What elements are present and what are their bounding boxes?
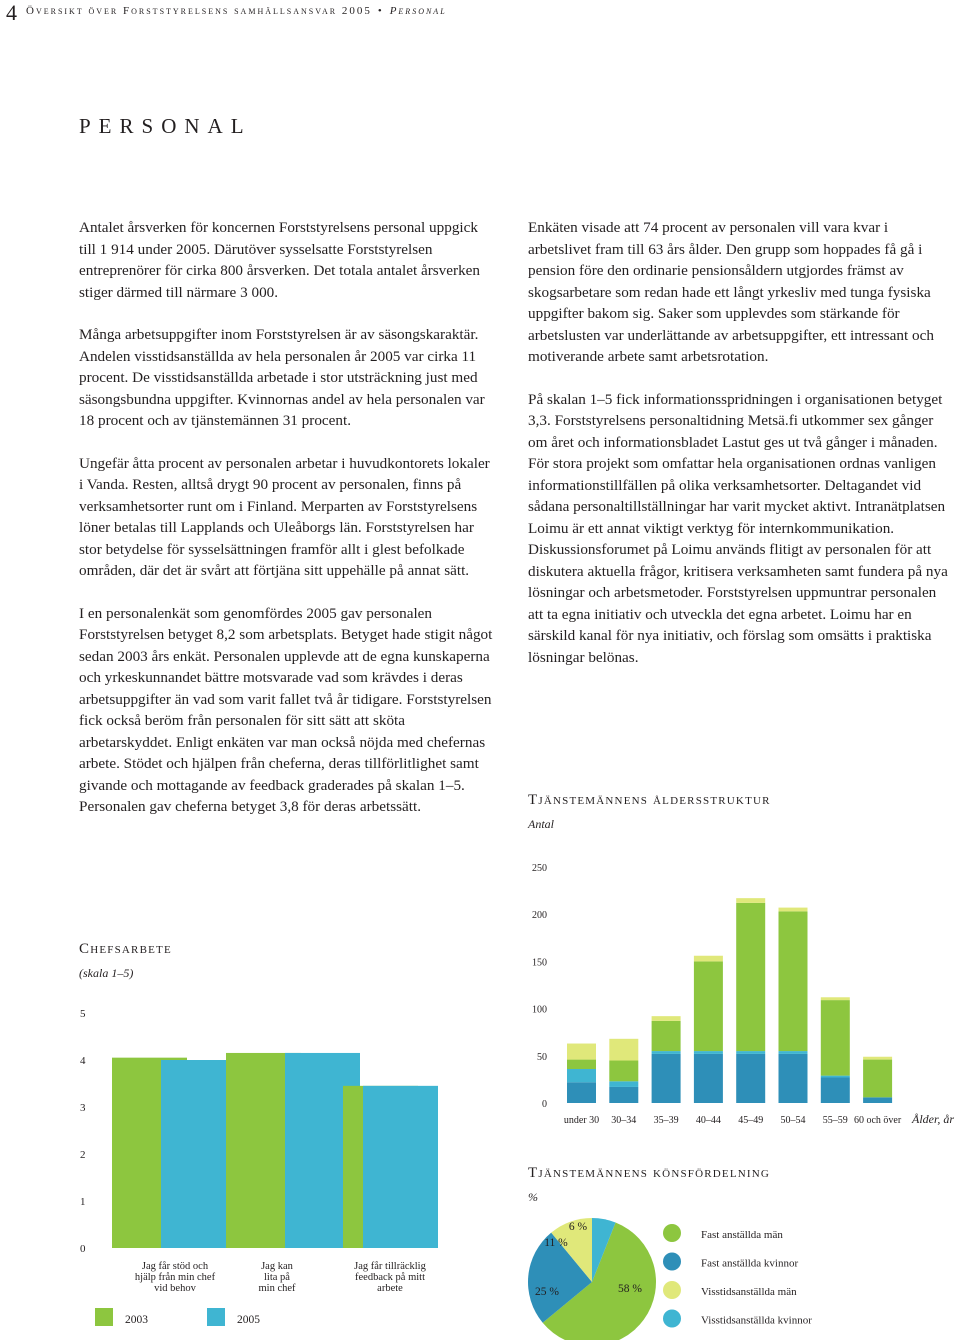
bar-segment-Visstidsanställda män [694,956,723,962]
konsfordelning-chart [520,1210,950,1340]
bar-segment-Visstidsanställda män [652,1016,681,1021]
paragraph: Ungefär åtta procent av personalen arbetar i huvudkontorets lokaler i Vanda. Resten, alltså drygt 90 procent av personalen, finns på verksamhetsorter runt om i Finland. Merparten av Forststyrelsens löner betalas till Lapplands och Uleåborgs län. Forststyrelsen har stor betydelse för sysselsättningen framför allt i glest befolkade områden, där det är svårt att förtjäna sitt uppehälle på annat sätt. [79,454,490,579]
y-tick-label: 200 [532,910,547,922]
bar-segment-Fast anställda män [567,1060,596,1069]
bar-segment-Visstidsanställda män [779,908,808,912]
x-tick-label: 45–49 [738,1115,764,1126]
bar-segment-Fast anställda män [821,1000,850,1076]
bar-segment-Fast anställda kvinnor [779,1054,808,1103]
bar-segment-Fast anställda män [736,903,765,1051]
y-tick-label: 3 [80,1102,86,1114]
x-category-label: Jag får stöd och hjälp från min chef vid behov [134,1261,216,1294]
paragraph: Många arbetsuppgifter inom Forststyrelsen är av säsongskaraktär. Andelen visstidsanställda av hela personalen år 2005 var cirka 11 procent. De visstidsanställda arbetade i stor utsträckning just med säsongsbundna uppgifter. Kvinnornas andel av hela personalen var 18 procent och av tjänstemännen 31 procent. [79,326,485,429]
chart-subtitle-konsfordelning: % [528,1190,538,1204]
bar-segment-Visstidsanställda kvinnor [567,1069,596,1082]
x-tick-label: under 30 [563,1115,600,1126]
x-category-label: Jag kan lita på min chef [258,1261,296,1294]
bar-segment-Fast anställda kvinnor [609,1087,638,1103]
x-tick-label: 60 och över [853,1115,902,1126]
chart-title-konsfordelning: Tjänstemännens könsfördelning [528,1165,771,1181]
bar-segment-Fast anställda män [863,1060,892,1098]
legend-swatch-Fast anställda män [663,1224,681,1242]
bar-segment-Fast anställda kvinnor [694,1054,723,1103]
bar-segment-Visstidsanställda män [567,1044,596,1060]
bar-segment-Visstidsanställda kvinnor [779,1051,808,1054]
x-category-label: Jag får tillräcklig feedback på mitt arbete [354,1261,426,1294]
y-tick-label: 250 [532,863,547,874]
legend-swatch-Visstidsanställda män [663,1281,681,1299]
bar-segment-Fast anställda kvinnor [736,1054,765,1103]
x-tick-label: 35–39 [653,1115,679,1126]
running-title: Översikt över Forststyrelsens samhällsansvar 2005 [26,5,372,17]
bar-segment-Visstidsanställda kvinnor [609,1081,638,1087]
bar-segment-Fast anställda kvinnor [567,1082,596,1103]
legend-label: Visstidsanställda män [701,1286,797,1298]
y-tick-label: 150 [532,957,547,969]
bar-segment-Fast anställda kvinnor [821,1078,850,1103]
y-tick-label: 1 [80,1196,86,1208]
bar-segment-Fast anställda män [652,1021,681,1051]
bar-segment-Fast anställda kvinnor [863,1097,892,1103]
legend-swatch-2005 [207,1308,225,1326]
y-tick-label: 100 [532,1004,547,1016]
running-header [26,5,447,17]
bar-segment-Visstidsanställda män [821,997,850,1000]
legend-label: Fast anställda män [701,1229,783,1241]
bar-segment-Visstidsanställda män [736,898,765,903]
chart-title-aldersstruktur: Tjänstemännens åldersstruktur [528,792,771,808]
paragraph: På skalan 1–5 fick informationsspridningen i organisationen betyget 3,3. Forststyrelsens personaltidning Metsä.fi utkommer sex gånger om året och informationsbladet Lastut ges ut två gånger i månaden. För stora projekt som omfattar hela organisationen ordnas vanligen informationstillfällen på olika verksamhetsorter. Deltagandet vid sådana personaltillställningar har varit mycket aktivt. Intranätplatsen Loimu är ett annat viktigt verktyg för internkommunikation. Diskussionsforumet på Loimu används flitigt av personalen för att diskutera aktuella frågor, kritisera verksamheten samt fundera på nya lösningar och arbetsmetoder. Forststyrelsen uppmuntrar personalen att ta egna initiativ och utveckla det egna arbetet. Loimu har en särskild kanal för nya initiativ, och förslag som omsätts i praktiska lösningar belönas. [528,390,948,666]
page-number: 4 [6,0,17,25]
y-tick-label: 4 [80,1055,86,1067]
legend-swatch-Fast anställda kvinnor [663,1253,681,1271]
y-tick-label: 0 [80,1243,86,1255]
y-tick-label: 50 [537,1051,547,1063]
paragraph: Enkäten visade att 74 procent av personalen vill vara kvar i arbetslivet fram till 63 års ålder. Den grupp som hoppades få gå i pension före den ordinarie pensionsåldern utgjordes främst av skogsarbetare som redan hade ett långt yrkesliv med tunga fysiska uppgifter bakom sig. Saker som upplevdes som stärkande för arbetslusten var underlättande av arbetsuppgifter, ett intressant och motiverande arbete samt arbetsrotation. [528,219,934,365]
x-tick-label: 40–44 [695,1115,721,1126]
header-section: Personal [389,5,447,17]
bar-segment-Visstidsanställda kvinnor [821,1076,850,1078]
bar-segment-Fast anställda män [779,911,808,1051]
y-tick-label: 5 [80,1008,86,1020]
legend-label: Fast anställda kvinnor [701,1257,799,1270]
chart-subtitle-chefsarbete: (skala 1–5) [79,966,134,980]
left-text-column [79,217,494,839]
right-text-column [528,217,948,689]
pie-data-label: 58 % [618,1283,642,1295]
bar-segment-Fast anställda män [694,961,723,1051]
y-tick-label: 0 [542,1099,547,1110]
bar-segment-Visstidsanställda kvinnor [652,1051,681,1054]
header-separator: • [377,5,384,17]
pie-data-label: 11 % [544,1237,568,1249]
pie-data-label: 25 % [535,1286,559,1298]
paragraph: I en personalenkät som genomfördes 2005 gav personalen Forststyrelsen betyget 8,2 som arbetsplats. Betyget hade stigit något sedan 2003 års enkät. Personalen upplevde att de egna kunskaperna och yrkeskunnandet bättre motsvarade vad som krävdes i deras arbetsuppgifter än vad som varit fallet två år tidigare. Forststyrelsen fick också beröm från personalen för sitt sätt att sköta arbetarskyddet. Enligt enkäten var man också nöjda med chefernas arbete. Stödet och hjälpen från cheferna, deras tillförlitlighet samt givande och mottagande av feedback graderades på skalan 1–5. Personalen gav cheferna betyget 3,8 för deras arbetssätt. [79,604,493,815]
bar-2005 [161,1060,236,1248]
bar-segment-Visstidsanställda kvinnor [736,1051,765,1054]
bar-segment-Visstidsanställda kvinnor [694,1051,723,1054]
bar-segment-Fast anställda män [609,1061,638,1082]
y-tick-label: 2 [80,1149,86,1161]
chart-subtitle-aldersstruktur: Antal [528,817,554,831]
x-tick-label: 30–34 [611,1115,637,1126]
pie-data-label: 6 % [568,1221,588,1233]
bar-segment-Visstidsanställda män [609,1039,638,1061]
legend-swatch-2003 [95,1308,113,1326]
aldersstruktur-chart [520,850,960,1135]
legend-label: Visstidsanställda kvinnor [701,1314,812,1327]
x-axis-label: Ålder, år [912,1112,954,1126]
bar-segment-Visstidsanställda män [863,1057,892,1060]
paragraph: Antalet årsverken för koncernen Forststyrelsens personal uppgick till 1 914 under 2005. Därutöver sysselsatte Forststyrelsen entreprenörer för cirka 800 årsverken. Det totala antalet årsverken stiger därmed till närmare 3 000. [79,219,481,301]
legend-label: 2003 [125,1314,148,1326]
chefsarbete-chart [60,995,480,1335]
legend-label: 2005 [237,1314,260,1326]
legend-swatch-Visstidsanställda kvinnor [663,1310,681,1328]
x-tick-label: 50–54 [780,1115,806,1126]
x-tick-label: 55–59 [822,1115,848,1126]
section-title: PERSONAL [79,114,252,138]
chart-title-chefsarbete: Chefsarbete [79,941,172,957]
bar-segment-Fast anställda kvinnor [652,1054,681,1103]
bar-2005 [363,1086,438,1248]
